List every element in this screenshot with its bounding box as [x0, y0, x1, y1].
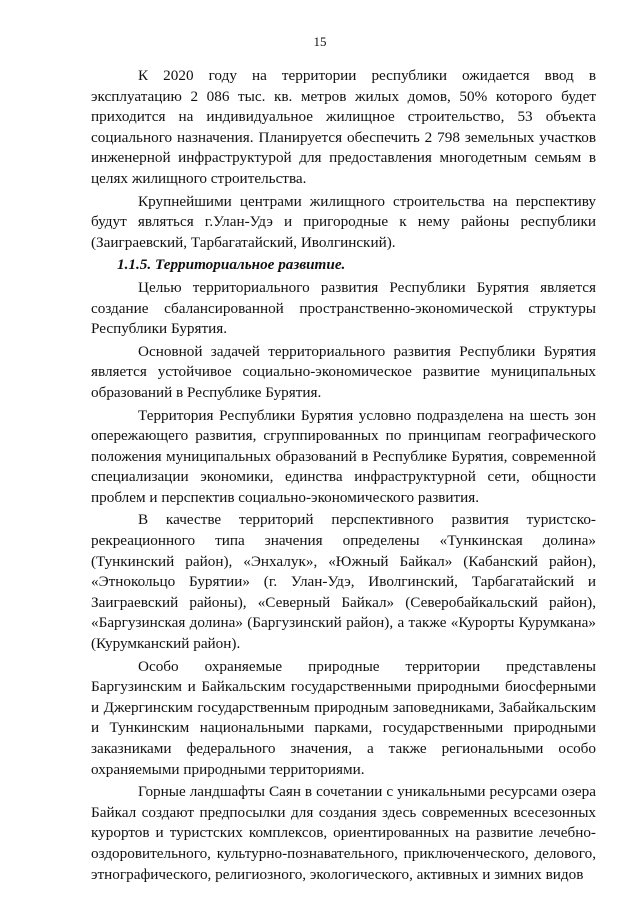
section-heading: 1.1.5. Территориальное развитие.: [117, 256, 346, 274]
paragraph-tourist-territories: В качестве территорий перспективного развития туристско-рекреационного типа значения определены «Тункинская долина» (Тункинский район), «Энхалук», «Южный Байкал» (Кабанский район), «Этнокольцо Бурятии» (г. Улан-Удэ, Иволгинский, Тарбагатайский и Заиграевский районы), «Северный Байкал» (Северобайкальский район), «Баргузинская долина» (Баргузинский район), а также «Курорты Курумкана» (Курумканский район).: [91, 511, 596, 653]
paragraph-territorial-goal: Целью территориального развития Республики Бурятия является создание сбалансированной пространственно-экономической структуры Республики Бурятия.: [91, 278, 596, 338]
page-number: 15: [313, 34, 327, 49]
paragraph-protected-areas: Особо охраняемые природные территории представлены Баргузинским и Байкальским государственными природными биосферными и Джергинским государственным природным заповедниками, Забайкальским и Тункинским национальными парками, государственными природными заказниками федерального значения, а также региональными особо охраняемыми природными территориями.: [91, 657, 596, 778]
paragraph-mountain-landscapes: Горные ландшафты Саян в сочетании с уникальными ресурсами озера Байкал создают предпосылки для создания здесь современных всесезонных курортов и туристских комплексов, ориентированных на развитие лечебно-оздоровительного, культурно-познавательного, приключенческого, делового, этнографического, религиозного, экологического, активных и зимних видов: [91, 783, 596, 883]
paragraph-main-task: Основной задачей территориального развития Республики Бурятия является устойчивое социально-экономическое развитие муниципальных образований в Республике Бурятия.: [91, 342, 596, 401]
document-body: [91, 66, 596, 885]
paragraph-development-zones: Территория Республики Бурятия условно подразделена на шесть зон опережающего развития, сгруппированных по принципам географического положения муниципальных образований в Республике Бурятия, современной специализации экономики, единства инфраструктурной сети, общности проблем и перспектив социально-экономического развития.: [91, 406, 596, 506]
paragraph-housing-centers: Крупнейшими центрами жилищного строительства на перспективу будут являться г.Улан-Удэ и пригородные к нему районы республики (Заиграевский, Тарбагатайский, Иволгинский).: [91, 192, 596, 251]
paragraph-housing-2020: К 2020 году на территории республики ожидается ввод в эксплуатацию 2 086 тыс. кв. метров жилых домов, 50% которого будет приходится на индивидуальное жилищное строительство, 53 объекта социального назначения. Планируется обеспечить 2 798 земельных участков инженерной инфраструктурой для предоставления многодетным семьям в целях жилищного строительства.: [91, 67, 596, 187]
